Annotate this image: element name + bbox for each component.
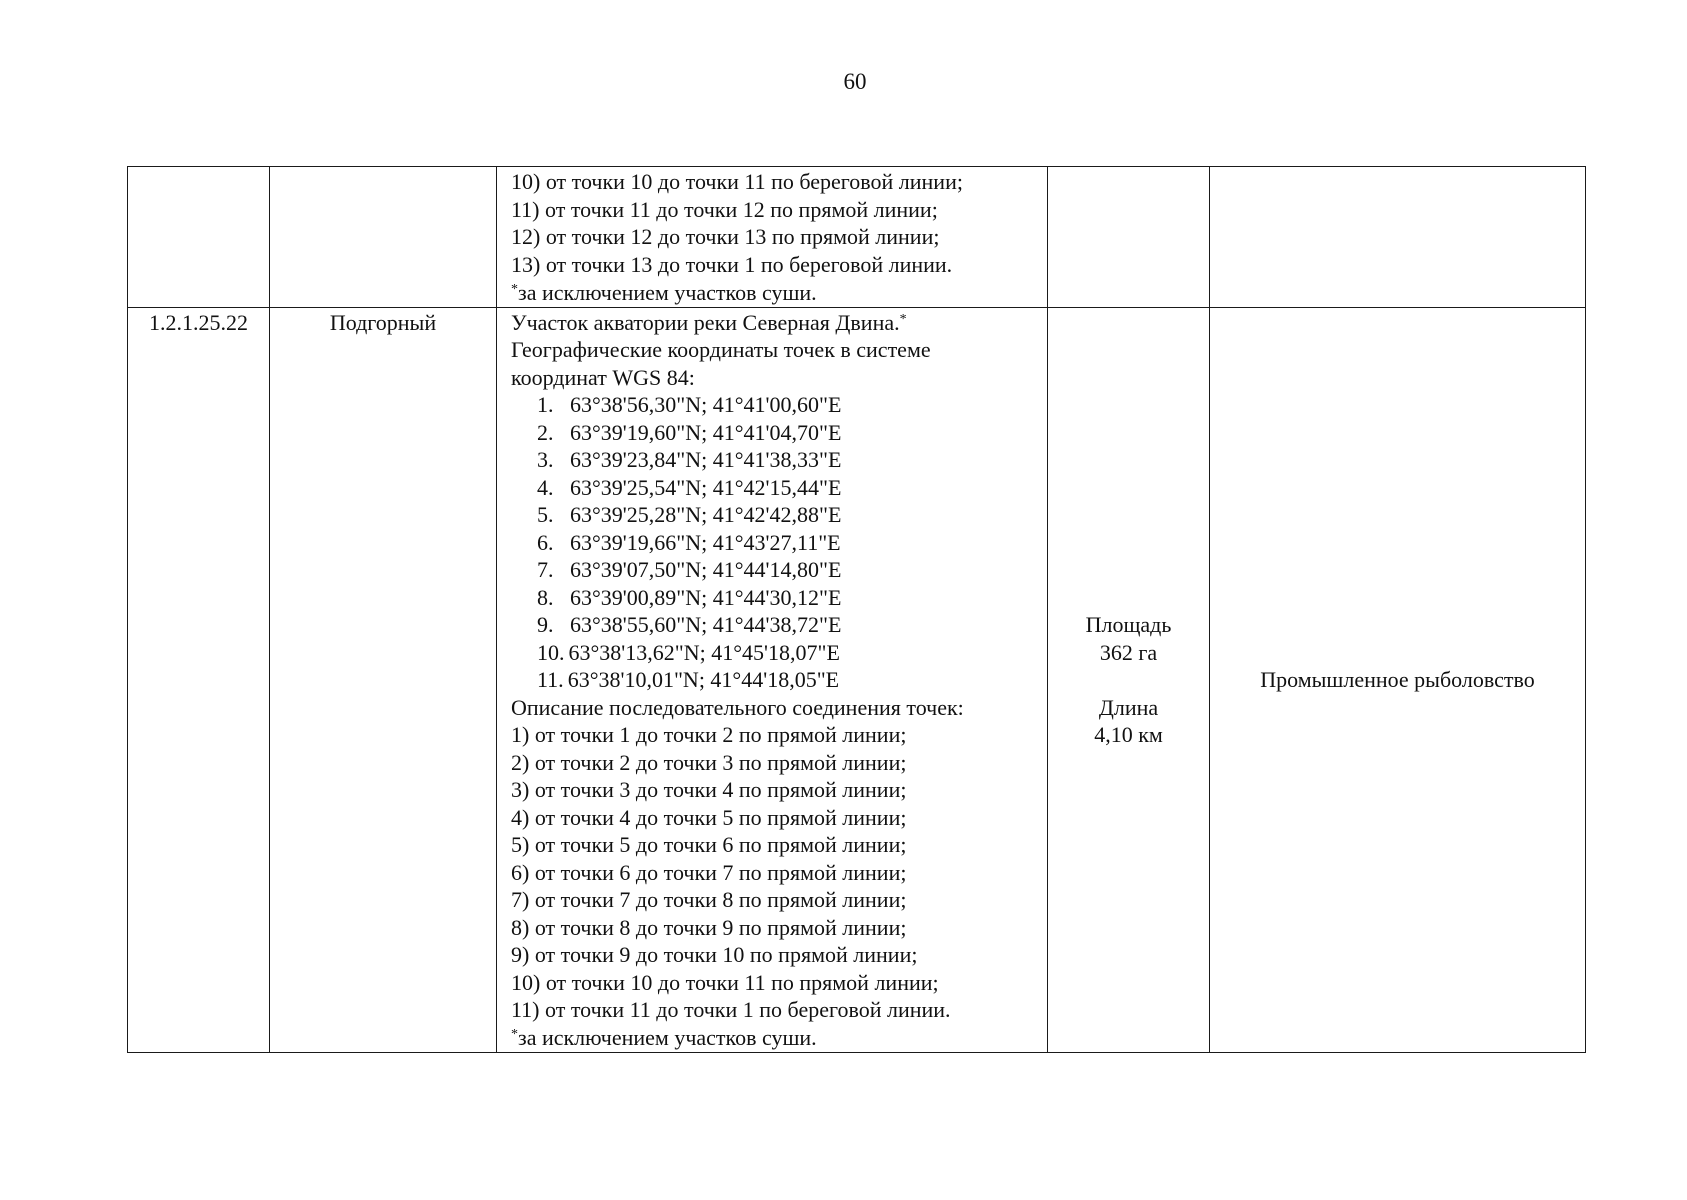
coordinate-item [511, 666, 1047, 694]
footnote-mark: * [511, 1026, 518, 1042]
continuation-line: 12) от точки 12 до точки 13 по прямой линии; [511, 224, 940, 249]
table-row-site [128, 307, 1586, 1053]
footnote-line [511, 1024, 1047, 1052]
cell-site-size [1048, 307, 1210, 1053]
continuation-lines [511, 167, 1047, 279]
coordinate-list [511, 391, 1047, 694]
coordinate-number: 7. [537, 557, 554, 582]
footnote-mark: * [899, 311, 907, 327]
cell-site-usage [1210, 307, 1586, 1053]
page-number: 60 [843, 69, 867, 94]
cell-site-description [497, 307, 1048, 1053]
site-code: 1.2.1.25.22 [149, 309, 248, 335]
footnote-text: за исключением участков суши. [518, 280, 817, 305]
coordinate-number: 10. [537, 639, 565, 665]
cell-site-code [128, 307, 270, 1053]
coords-intro-line: координат WGS 84: [511, 364, 695, 390]
continuation-line: 11) от точки 11 до точки 12 по прямой линии; [511, 196, 938, 222]
cell-name-empty [270, 167, 497, 308]
coordinate-item [511, 501, 1047, 529]
coords-intro-line: Географические координаты точек в системе [511, 337, 931, 362]
coordinate-value: 63°39'25,54"N; 41°42'15,44"E [570, 474, 842, 500]
coordinate-value: 63°39'19,60"N; 41°41'04,70"E [570, 419, 842, 445]
cell-code-empty [128, 167, 270, 308]
area-value: 362 га [1099, 639, 1158, 665]
cell-size-empty [1048, 167, 1210, 308]
coordinate-number: 9. [537, 612, 554, 637]
coordinate-value: 63°39'19,66"N; 41°43'27,11"E [570, 529, 841, 555]
connection-line: 8) от точки 8 до точки 9 по прямой линии; [511, 914, 907, 940]
coordinate-value: 63°38'13,62"N; 41°45'18,07"E [568, 639, 840, 665]
length-value: 4,10 км [1094, 722, 1163, 747]
coordinate-item [511, 556, 1047, 584]
fishing-sites-table [127, 166, 1586, 1053]
coordinate-number: 5. [537, 502, 554, 527]
coordinate-item [511, 446, 1047, 474]
cell-description-continuation [497, 167, 1048, 308]
connection-line: 6) от точки 6 до точки 7 по прямой линии; [511, 859, 907, 885]
connection-line: 7) от точки 7 до точки 8 по прямой линии; [511, 887, 907, 912]
coordinate-value: 63°39'25,28"N; 41°42'42,88"E [570, 502, 842, 527]
coordinate-item [511, 584, 1047, 612]
usage-text: Промышленное рыболовство [1260, 667, 1535, 692]
continuation-line: 10) от точки 10 до точки 11 по береговой линии; [511, 169, 963, 194]
connection-heading: Описание последовательного соединения точек: [511, 694, 964, 720]
cell-site-name [270, 307, 497, 1053]
coordinate-number: 4. [537, 474, 554, 500]
coordinate-item [511, 419, 1047, 447]
footnote-text: за исключением участков суши. [518, 1024, 817, 1050]
footnote-line [511, 279, 1047, 307]
coordinate-number: 11. [537, 667, 564, 692]
connection-line: 9) от точки 9 до точки 10 по прямой линии; [511, 942, 918, 967]
connection-list [511, 721, 1047, 1024]
continuation-line: 13) от точки 13 до точки 1 по береговой линии. [511, 251, 953, 277]
coordinate-number: 6. [537, 529, 554, 555]
coordinate-item [511, 391, 1047, 419]
connection-line: 5) от точки 5 до точки 6 по прямой линии; [511, 832, 907, 857]
connection-line: 1) от точки 1 до точки 2 по прямой линии; [511, 722, 907, 747]
area-label: Площадь [1085, 612, 1172, 637]
cell-usage-empty [1210, 167, 1586, 308]
coordinate-item [511, 611, 1047, 639]
site-heading: Участок акватории реки Северная Двина. [511, 309, 900, 335]
length-label: Длина [1098, 694, 1159, 720]
coordinate-number: 2. [537, 419, 554, 445]
coordinate-number: 1. [537, 392, 554, 417]
table-row-continuation [128, 167, 1586, 308]
footnote-mark: * [511, 282, 518, 297]
coordinate-item [511, 639, 1047, 667]
coordinate-item [511, 529, 1047, 557]
coordinate-value: 63°39'07,50"N; 41°44'14,80"E [570, 557, 842, 582]
coordinate-value: 63°38'55,60"N; 41°44'38,72"E [570, 612, 842, 637]
connection-line: 10) от точки 10 до точки 11 по прямой линии; [511, 969, 939, 995]
coordinate-value: 63°39'00,89"N; 41°44'30,12"E [570, 584, 842, 610]
site-heading-line [511, 309, 1047, 337]
coordinate-value: 63°38'56,30"N; 41°41'00,60"E [570, 392, 842, 417]
coordinate-number: 3. [537, 447, 554, 472]
site-name: Подгорный [329, 309, 437, 335]
connection-line: 4) от точки 4 до точки 5 по прямой линии; [511, 804, 907, 830]
coordinate-item [511, 474, 1047, 502]
connection-line: 2) от точки 2 до точки 3 по прямой линии; [511, 749, 907, 775]
connection-line: 3) от точки 3 до точки 4 по прямой линии; [511, 777, 907, 802]
coordinate-value: 63°38'10,01"N; 41°44'18,05"E [567, 667, 840, 692]
connection-line: 11) от точки 11 до точки 1 по береговой линии. [511, 997, 951, 1022]
coordinate-number: 8. [537, 584, 554, 610]
coordinate-value: 63°39'23,84"N; 41°41'38,33"E [570, 447, 842, 472]
